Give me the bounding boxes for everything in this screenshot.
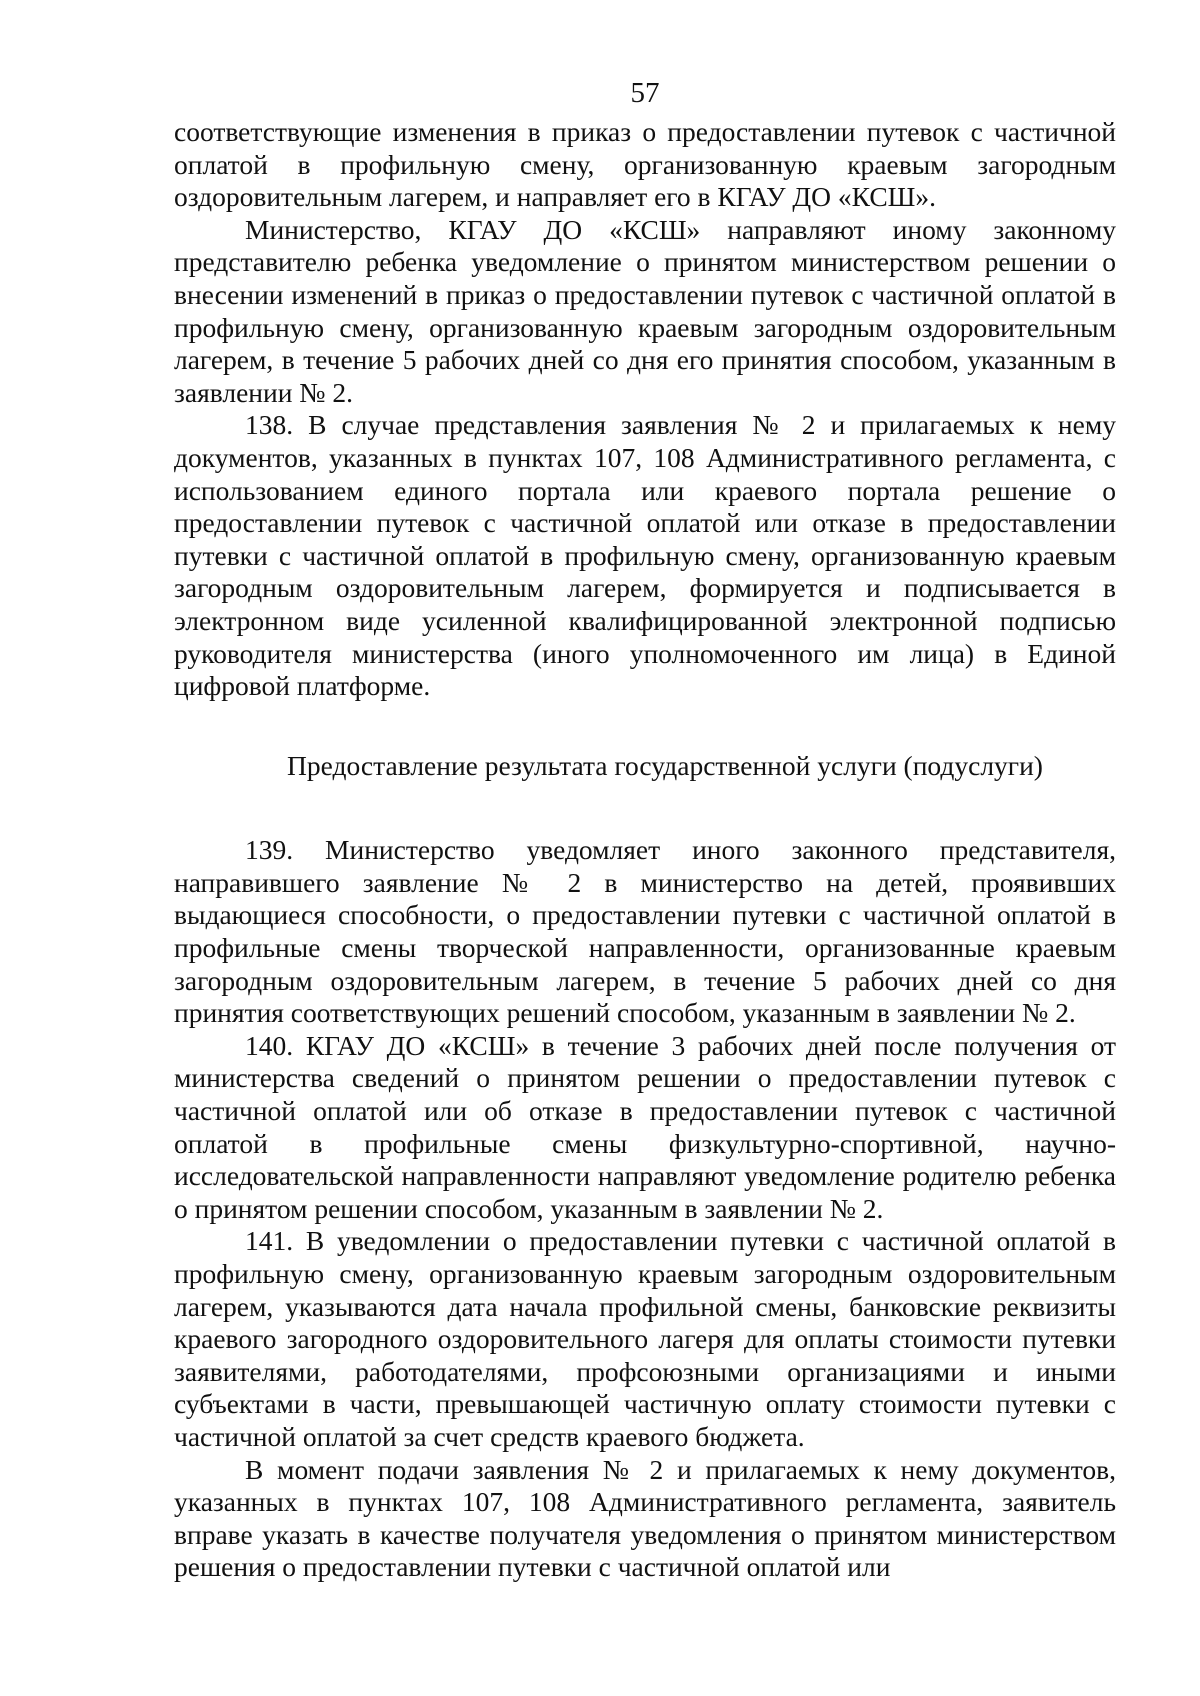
paragraph-ministry-notification: Министерство, КГАУ ДО «КСШ» направляют иному законному представителю ребенка уведомление о принятом министерством решении о внесении изменений в приказ о предоставлении путевок с частичной оплатой в профильную смену, организованную краевым загородным оздоровительным лагерем, в течение 5 рабочих дней со дня его принятия способом, указанным в заявлении № 2. (174, 213, 1116, 408)
page-number: 57 (630, 77, 660, 109)
document-page (174, 0, 1116, 1696)
paragraph-141: 141. В уведомлении о предоставлении путевки с частичной оплатой в профильную смену, организованную краевым загородным оздоровительным лагерем, указываются дата начала профильной смены, банковские реквизиты краевого загородного оздоровительного лагеря для оплаты стоимости путевки заявителями, работодателями, профсоюзными организациями и иными субъектами в части, превышающей частичную оплату стоимости путевки с частичной оплатой за счет средств краевого бюджета. (174, 1225, 1116, 1452)
paragraph-140: 140. КГАУ ДО «КСШ» в течение 3 рабочих дней после получения от министерства сведений о принятом решении о предоставлении путевок с частичной оплатой или об отказе в предоставлении путевок с частичной оплатой в профильные смены физкультурно-спортивной, научно-исследовательской направленности направляют уведомление родителю ребенка о принятом решении способом, указанным в заявлении № 2. (174, 1029, 1116, 1224)
document-body (174, 116, 1116, 1584)
section-heading: Предоставление результата государственной услуги (подуслуги) (287, 749, 1043, 781)
paragraph-submission-moment: В момент подачи заявления № 2 и прилагаемых к нему документов, указанных в пунктах 107, 108 Административного регламента, заявитель вправе указать в качестве получателя уведомления о принятом министерством решения о предоставлении путевки с частичной оплатой или (174, 1453, 1116, 1583)
paragraph-138: 138. В случае представления заявления № 2 и прилагаемых к нему документов, указанных в пунктах 107, 108 Административного регламента, с использованием единого портала или краевого портала решение о предоставлении путевок с частичной оплатой или отказе в предоставлении путевки с частичной оплатой в профильную смену, организованную краевым загородным оздоровительным лагерем, формируется и подписывается в электронном виде усиленной квалифицированной электронной подписью руководителя министерства (иного уполномоченного им лица) в Единой цифровой платформе. (174, 409, 1116, 702)
paragraph-139: 139. Министерство уведомляет иного законного представителя, направившего заявление № 2 в министерство на детей, проявивших выдающиеся способности, о предоставлении путевки с частичной оплатой в профильные смены творческой направленности, организованные краевым загородным оздоровительным лагерем, в течение 5 рабочих дней со дня принятия соответствующих решений способом, указанным в заявлении № 2. (174, 834, 1116, 1029)
paragraph-continuation: соответствующие изменения в приказ о предоставлении путевок с частичной оплатой в профильную смену, организованную краевым загородным оздоровительным лагерем, и направляет его в КГАУ ДО «КСШ». (174, 116, 1116, 213)
